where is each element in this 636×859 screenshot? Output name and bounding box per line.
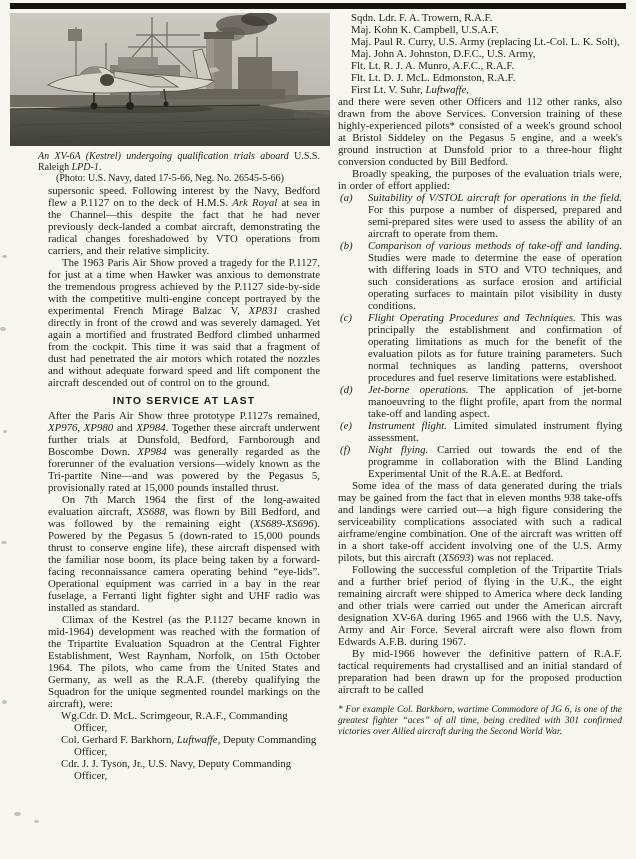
trial-text: Flight Operating Procedures and Techniques. This was principally the establishment and confirmation of operating limitations as much for the benefit of the evaluation pilots as for future training parameters. Such normal techniques as landing patterns, overshoot procedures and fuel reserve limitations were established. xyxy=(368,312,622,384)
trial-text: Night flying. Carried out towards the end of the programme in collaboration with the Blind Landing Experimental Unit of the R.A.E. at Bedford. xyxy=(368,444,622,480)
photo-caption-block xyxy=(38,151,320,185)
trial-label: (c) xyxy=(340,312,352,324)
body-paragraph: The 1963 Paris Air Show proved a tragedy for the P.1127, for just at a time when Hawker was anxious to demonstrate the tremendous progress achieved by the P.1127 side-by-side with the competitive multi-engine concept portrayed by the experimental French Mirage Balzac V, XP831 crashed directly in front of the crowd and was severely damaged. Yet again a mortified and frustrated Bedford climbed unharmed from the cockpit. This time it was said that a fragment of dust had penetrated the air motors which rotated the nozzles and without adequate forward speed and lift component the aircraft descended out of control on to the ground. xyxy=(48,256,320,389)
binding-mark xyxy=(1,541,7,544)
trial-label: (e) xyxy=(340,420,352,432)
body-paragraph: By mid-1966 however the definitive pattern of R.A.F. tactical requirements had crystallised and an initial standard of preparation had been drawn up for the proposed production aircraft to be called xyxy=(338,648,622,696)
trial-label: (f) xyxy=(340,444,351,456)
pilot-list-item: First Lt. V. Suhr, Luftwaffe, xyxy=(351,84,469,96)
aircraft-photo xyxy=(10,13,330,146)
kestrel-carrier-photo-illustration xyxy=(10,13,330,146)
binding-mark xyxy=(2,700,7,704)
photo-credit: (Photo: U.S. Navy, dated 17-5-66, Neg. No. 26545-5-66) xyxy=(56,173,284,185)
trial-item xyxy=(338,192,622,240)
trial-item xyxy=(338,312,622,384)
body-paragraph: Broadly speaking, the purposes of the evaluation trials were, in order of effort applied: xyxy=(338,168,622,192)
trial-item xyxy=(338,420,622,444)
body-paragraph: After the Paris Air Show three prototype P.1127s remained, XP976, XP980 and XP984. Together these aircraft underwent further trials at Dunsfold, Bedford, Farnborough and Boscombe Down. XP984 was generally regarded as the forerunner of the evaluation versions—widely known as the Tri-partite Nine—and was powered by the Pegasus 5, provisionally rated at 15,000 pounds installed thrust. xyxy=(48,409,321,494)
photo-caption: An XV-6A (Kestrel) undergoing qualification trials aboard U.S.S. Raleigh LPD-1. xyxy=(38,151,320,174)
body-paragraph: and there were seven other Officers and 112 other ranks, also drawn from the above Services. Conversion training of these highly-experienced pilots* consisted of a week's ground school at Bristol Siddeley on the Pegasus 5 engine, and a week's ground instruction at Dunsfold prior to a three-hour flight conversion conducted by Bill Bedford. xyxy=(338,96,622,168)
body-paragraph: Climax of the Kestrel (as the P.1127 became known in mid-1964) development was reached with the formation of the Tripartite Evaluation Squadron at the Central Fighter Establishment, West Raynham, Norfolk, on 15th October 1964. The pilots, who came from the United States and Germany, as well as the R.A.F. (thereby qualifying the Squadron for the unique segmented roundel markings on the aircraft), were: xyxy=(48,613,320,710)
pilot-list-item: Flt. Lt. R. J. A. Munro, A.F.C., R.A.F. xyxy=(351,60,515,72)
trial-text: Suitability of V/STOL aircraft for operations in the field. For this purpose a number of dispersed, prepared and semi-prepared sites were used to assess the ability of an aircraft to operate from them. xyxy=(368,192,622,240)
trial-text: Instrument flight. Limited simulated instrument flying assessment. xyxy=(368,420,622,444)
pilot-list-item: Col. Gerhard F. Barkhorn, Luftwaffe, Deputy Commanding Officer, xyxy=(61,733,317,758)
binding-mark xyxy=(14,812,21,816)
pilot-list-item: Maj. John A. Johnston, D.F.C., U.S. Army, xyxy=(351,48,536,60)
body-paragraph: Some idea of the mass of data generated during the trials may be gained from the fact that in eleven months 938 take-offs and landings were carried out—a high figure considering the serviceability complications associated with such a radical airframe/engine combination. One of the aircraft was written off in a short take-off accident involving one of the U.S. Army pilots, but this aircraft (XS693) was not replaced. xyxy=(338,480,622,564)
body-paragraph: supersonic speed. Following interest by the Navy, Bedford flew a P.1127 on to the deck of H.M.S. Ark Royal at sea in the Channel—this despite the fact that he had never previously deck-landed a combat aircraft, demonstrating the radical changes foreshadowed by VTO operations from carriers, and their relative simplicity. xyxy=(48,184,320,257)
binding-mark xyxy=(0,327,6,331)
body-paragraph: Following the successful completion of the Tripartite Trials and a further brief period of flying in the U.K., the eight remaining aircraft were shipped to America where deck landing and other trials were carried out under the American aircraft designation XV-6A during 1965 and 1966 with the U.S. Navy, Army and Air Force. Several aircraft were also flown from Edwards A.F.B. during 1967. xyxy=(338,564,622,648)
trial-label: (b) xyxy=(340,240,353,252)
binding-mark xyxy=(34,820,39,823)
trial-item xyxy=(338,240,622,312)
trial-item xyxy=(338,384,622,420)
trial-text: Jet-borne operations. The application of jet-borne manoeuvring to the flight profile, apart from the normal take-off and landing aspect. xyxy=(368,384,622,420)
pilot-list-item: Maj. Paul R. Curry, U.S. Army (replacing Lt.-Col. L. K. Solt), xyxy=(351,36,620,48)
trial-text: Comparison of various methods of take-off and landing. Studies were made to determine the ease of operation with differing loads in STO and VTO techniques, and such considerations as surface erosion and artificial operating surfaces to maintain pilot visibility in dusty conditions. xyxy=(368,240,622,312)
footnote: * For example Col. Barkhorn, wartime Commodore of JG 6, is one of the greatest fighter “aces” of all time, being credited with 301 confirmed victories over Allied aircraft during the Second World War. xyxy=(338,705,622,737)
body-paragraph: On 7th March 1964 the first of the long-awaited evaluation aircraft, XS688, was flown by Bill Bedford, and was followed by the remaining eight (XS689-XS696). Powered by the Pegasus 5 (down-rated to 15,000 pounds thrust to conserve engine life), these aircraft dispensed with the familiar nose boom, its place being taken by a forward-facing reconnaissance camera operating behind “eye-lids”. Operational equipment was carried in a bay in the rear fuselage, a Ferranti light fighter sight and UHF radio was installed as standard. xyxy=(48,493,320,614)
pilot-list-item: Sqdn. Ldr. F. A. Trowern, R.A.F. xyxy=(351,12,493,24)
binding-mark xyxy=(3,430,7,433)
right-column xyxy=(338,9,622,737)
pilot-list-item: Maj. Kohn K. Campbell, U.S.A.F. xyxy=(351,24,499,36)
pilot-list-item: Flt. Lt. D. J. McL. Edmonston, R.A.F. xyxy=(351,72,516,84)
pilot-list-item: Wg.Cdr. D. McL. Scrimgeour, R.A.F., Commanding Officer, xyxy=(61,709,288,734)
left-column xyxy=(38,9,321,782)
trial-label: (d) xyxy=(340,384,353,396)
section-heading: INTO SERVICE AT LAST xyxy=(112,395,256,407)
trial-item xyxy=(338,444,622,480)
trial-label: (a) xyxy=(340,192,353,204)
binding-mark xyxy=(2,255,7,258)
two-column-layout xyxy=(0,9,636,782)
pilot-list-item: Cdr. J. J. Tyson, Jr., U.S. Navy, Deputy Commanding Officer, xyxy=(61,757,292,782)
